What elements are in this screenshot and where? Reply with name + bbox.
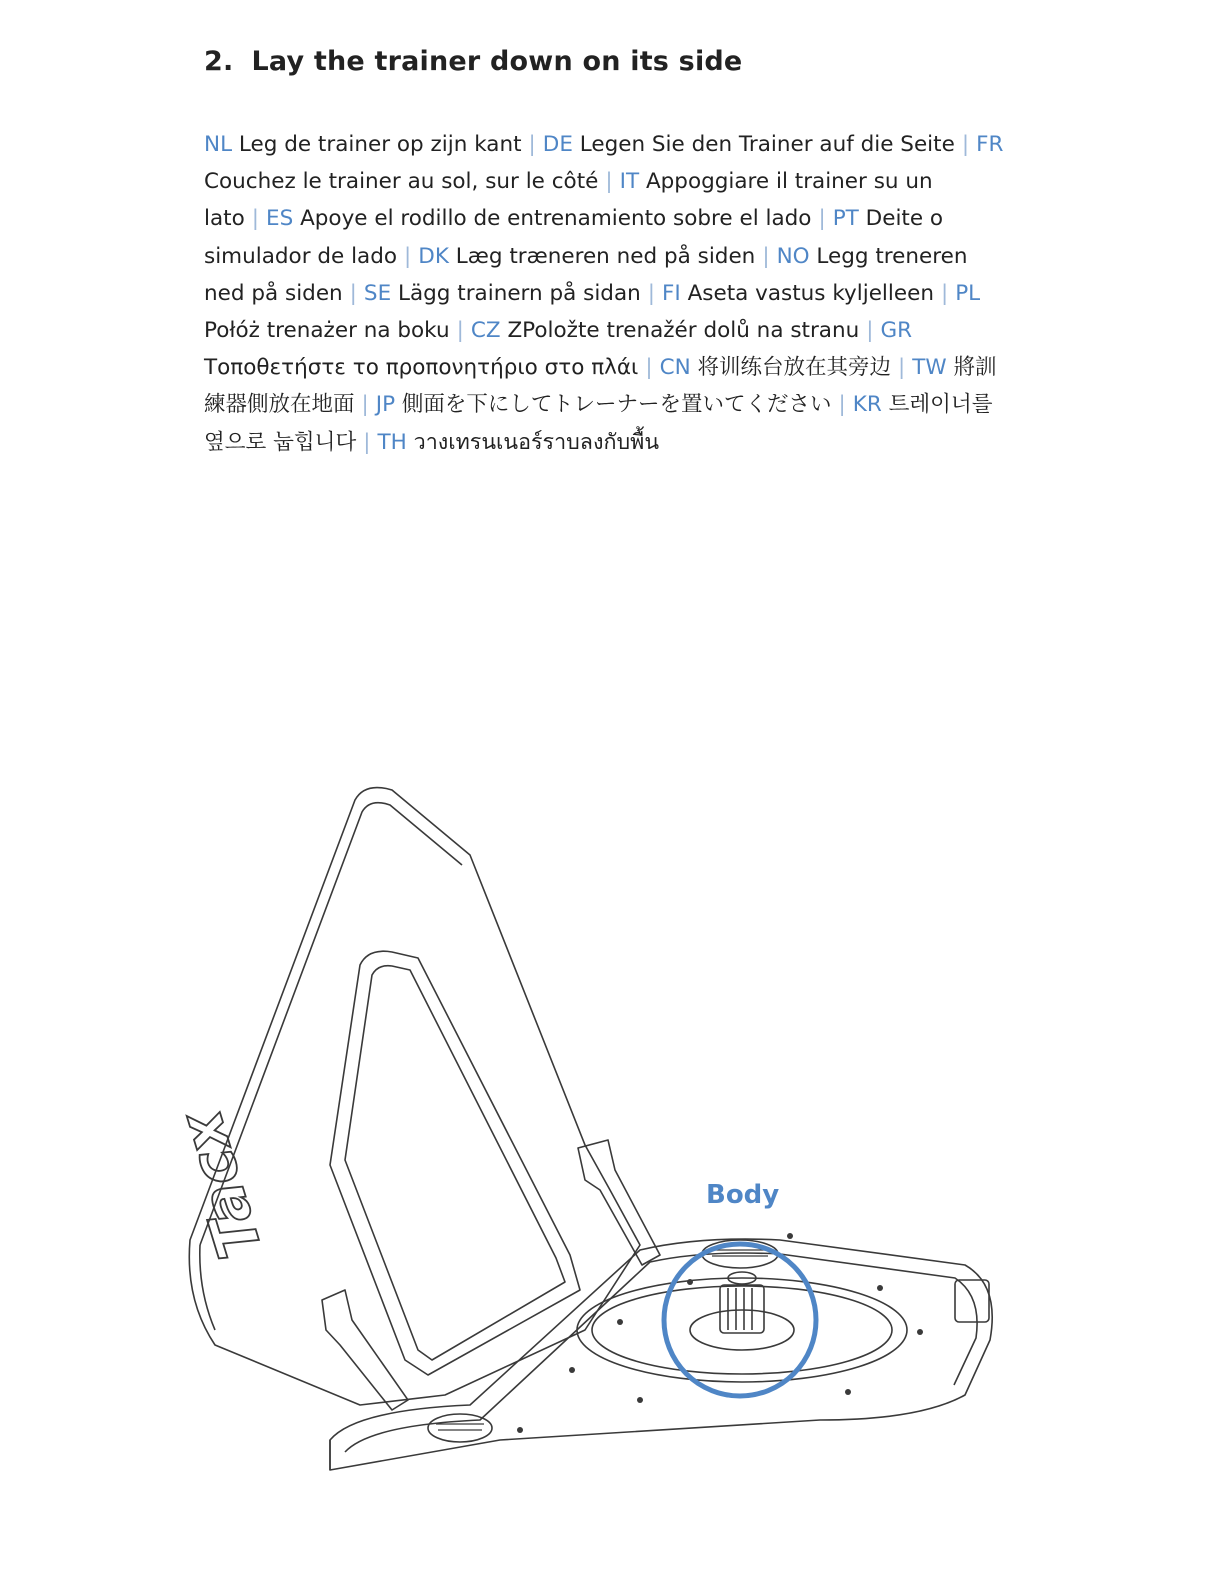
step-title: Lay the trainer down on its side: [251, 46, 743, 77]
lang-code: IT: [619, 169, 640, 195]
translation-text: Deite o simulador de lado: [204, 206, 944, 269]
lang-code: FR: [976, 132, 1004, 157]
translation-text: 側面を下にしてトレーナーを置いてください: [401, 392, 832, 418]
lang-code: PT: [832, 206, 859, 232]
separator: |: [528, 132, 536, 157]
separator: |: [349, 280, 357, 306]
translation-text: Aseta vastus kyljelleen: [687, 280, 934, 306]
lang-code: DE: [542, 132, 573, 157]
separator: |: [363, 429, 371, 455]
separator: |: [898, 355, 906, 381]
lang-code: NL: [204, 132, 233, 157]
separator: |: [762, 243, 770, 269]
separator: |: [940, 280, 949, 306]
hinge-clip: [322, 1290, 408, 1410]
step-number: 2.: [204, 46, 234, 77]
separator: |: [961, 132, 970, 157]
lang-code: GR: [880, 318, 913, 344]
separator: |: [838, 392, 846, 418]
separator: |: [818, 206, 826, 232]
lang-code: CN: [659, 355, 691, 381]
step-heading: [204, 46, 742, 77]
translation-text: Legen Sie den Trainer auf die Seite: [579, 132, 955, 157]
separator: |: [605, 169, 613, 195]
separator: |: [645, 355, 653, 381]
trainer-leg-window: [330, 951, 580, 1375]
separator: |: [251, 206, 259, 232]
translation-text: Læg træneren ned på siden: [455, 243, 756, 269]
translation-text: Τοποθετήστε το προπονητήριο στο πλάι: [204, 355, 639, 381]
lang-code: NO: [776, 243, 810, 269]
trainer-leg-window-inner: [345, 966, 565, 1360]
brand-logo: Tacx: [165, 1103, 277, 1267]
lang-code: DK: [418, 243, 449, 269]
translation-text: Leg de trainer op zijn kant: [238, 132, 522, 157]
translation-text: Lägg trainern på sidan: [398, 280, 641, 306]
trainer-illustration: [0, 690, 1224, 1490]
flywheel-plate: [577, 1278, 907, 1382]
lang-code: TW: [912, 355, 947, 381]
vent-grille: [428, 1414, 492, 1442]
translation-text: ZPoložte trenažér dolů na stranu: [507, 318, 860, 344]
translations-paragraph: [204, 126, 1014, 461]
translation-text: Apoye el rodillo de entrenamiento sobre el lado: [300, 206, 812, 232]
lang-code: SE: [363, 280, 392, 306]
separator: |: [404, 243, 412, 269]
lang-code: FI: [662, 280, 681, 306]
translation-text: Połóż trenażer na boku: [204, 318, 450, 344]
trainer-body-edge: [345, 1253, 977, 1452]
lang-code: KR: [852, 392, 882, 418]
lang-code: CZ: [470, 318, 501, 344]
hinge-clip: [578, 1140, 660, 1265]
flywheel-plate-inner: [592, 1286, 892, 1374]
axle-flange: [690, 1310, 794, 1350]
translation-text: วางเทรนเนอร์ราบลงกับพื้น: [413, 429, 660, 455]
separator: |: [361, 392, 369, 418]
lang-code: PL: [955, 280, 981, 306]
cassette-body: [720, 1285, 764, 1333]
lang-code: ES: [265, 206, 294, 232]
callout-label: Body: [706, 1180, 780, 1210]
translation-text: 트레이너를 옆으로 눕힙니다: [204, 392, 993, 455]
translation-text: Legg treneren ned på siden: [204, 243, 968, 306]
separator: |: [647, 280, 656, 306]
translation-text: 将训练台放在其旁边: [697, 355, 892, 381]
translation-text: Appoggiare il trainer su un lato: [204, 169, 933, 232]
translation-text: Couchez le trainer au sol, sur le côté: [204, 169, 599, 195]
translation-text: 將訓練器側放在地面: [204, 355, 997, 418]
separator: |: [866, 318, 874, 344]
lang-code: JP: [375, 392, 396, 418]
vent-slots: [436, 1250, 770, 1430]
separator: |: [456, 318, 464, 344]
power-connector: [955, 1280, 989, 1322]
trainer-body-base: [330, 1239, 992, 1470]
lang-code: TH: [377, 429, 407, 455]
